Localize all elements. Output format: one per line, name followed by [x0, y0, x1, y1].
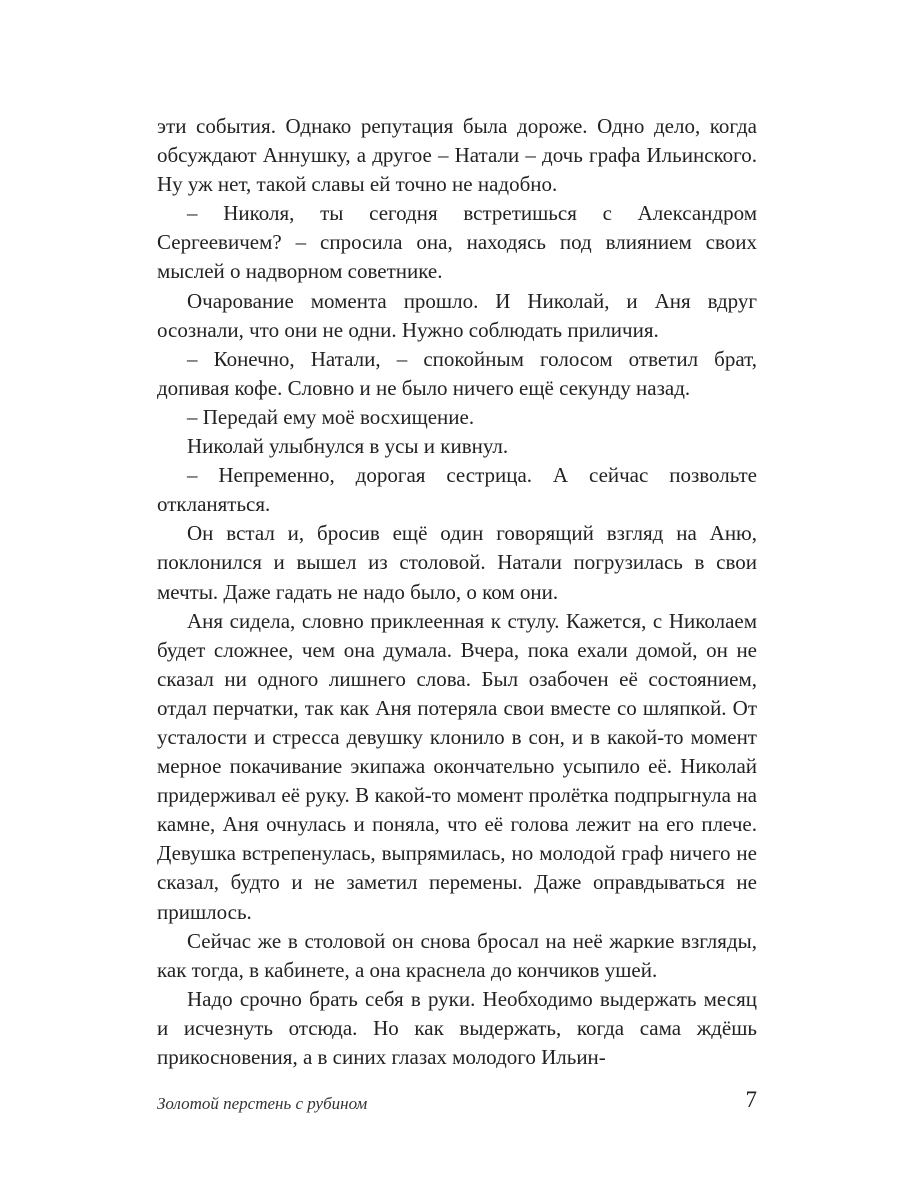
paragraph: – Передай ему моё восхищение. [187, 404, 475, 429]
paragraph: Аня сидела, словно приклеенная к стулу. Кажется, с Николаем будет сложнее, чем она думала. Вчера, пока ехали домой, он не сказал ни одного лишнего слова. Был озабочен её состоянием, отдал перчатки, так как Аня потеряла свои вместе со шляпкой. От усталости и стресса девушку клонило в сон, и в какой-то момент мерное покачивание экипажа окончательно усыпило её. Николай придерживал её руку. В какой-то момент пролётка подпрыгнула на камне, Аня очнулась и поняла, что её голова лежит на его плече. Девушка встрепенулась, выпрямилась, но молодой граф ничего не сказал, будто и не заметил перемены. Даже оправдываться не пришлось. [157, 608, 757, 924]
paragraph: – Николя, ты сегодня встретишься с Александром Сергеевичем? – спросила она, находясь под влиянием своих мыслей о надворном советнике. [157, 201, 757, 284]
paragraph: Сейчас же в столовой он снова бросал на неё жаркие взгляды, как тогда, в кабинете, а она краснела до кончиков ушей. [157, 928, 757, 982]
paragraph: Николай улыбнулся в усы и кивнул. [187, 434, 509, 459]
running-footer-title: Золотой перстень с рубином [157, 1094, 368, 1113]
paragraph: Он встал и, бросив ещё один говорящий взгляд на Аню, поклонился и вышел из столовой. Натали погрузилась в свои мечты. Даже гадать не надо было, о ком они. [157, 521, 757, 604]
paragraph: эти события. Однако репутация была дороже. Одно дело, когда обсуждают Аннушку, а другое – Натали – дочь графа Ильинского. Ну уж нет, такой славы ей точно не надобно. [157, 114, 757, 197]
body-text [157, 112, 757, 1072]
paragraph: Очарование момента прошло. И Николай, и Аня вдруг осознали, что они не одни. Нужно соблюдать приличия. [157, 288, 757, 342]
page-number: 7 [745, 1087, 757, 1112]
paragraph: – Непременно, дорогая сестрица. А сейчас позвольте откланяться. [157, 463, 757, 517]
paragraph: Надо срочно брать себя в руки. Необходимо выдержать месяц и исчезнуть отсюда. Но как выдержать, когда сама ждёшь прикосновения, а в синих глазах молодого Ильин- [157, 986, 757, 1069]
paragraph: – Конечно, Натали, – спокойным голосом ответил брат, допивая кофе. Словно и не было ничего ещё секунду назад. [157, 346, 757, 400]
